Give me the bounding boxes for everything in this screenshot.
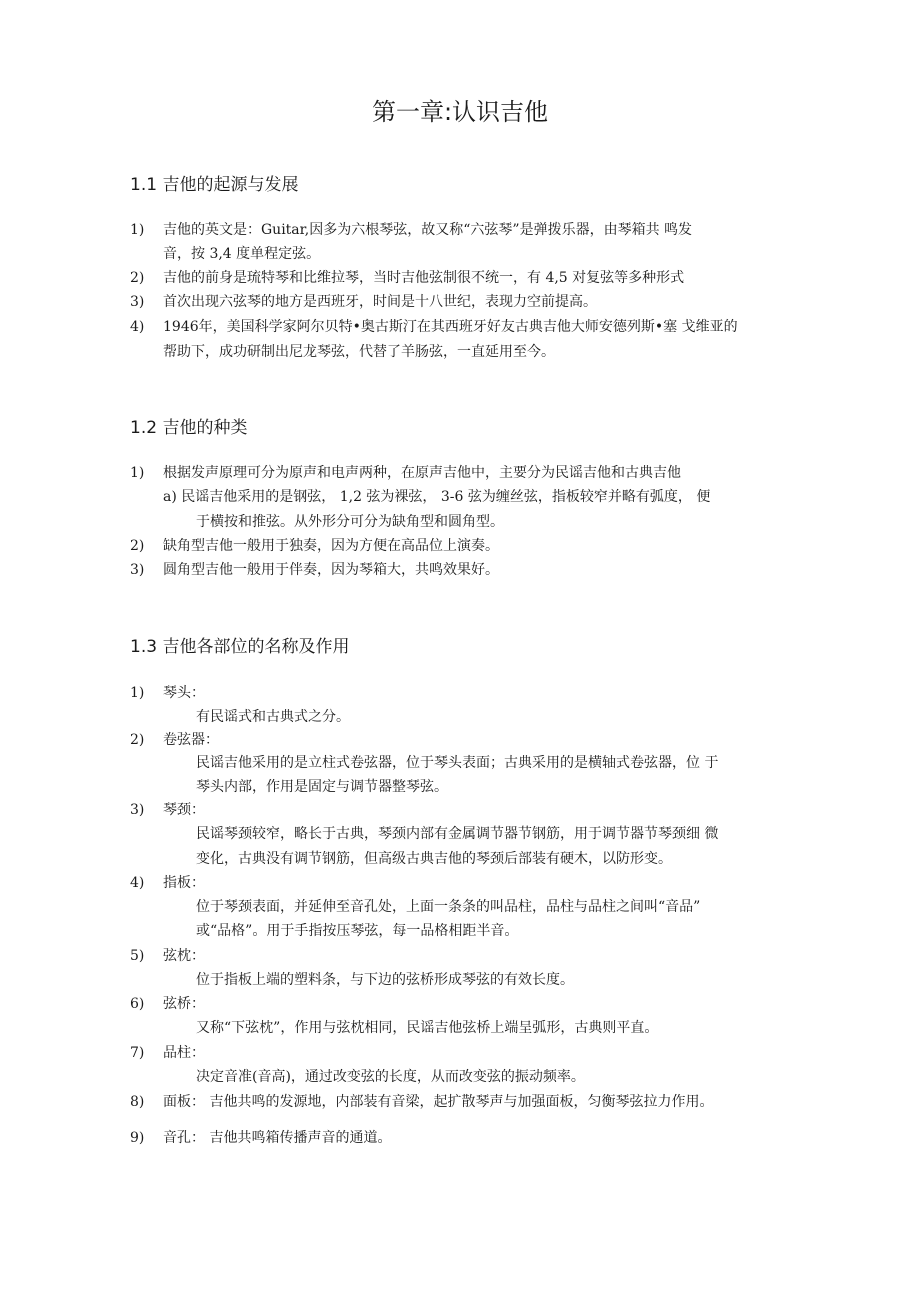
list-number: 3) — [130, 562, 145, 578]
list-number: 1) — [130, 222, 145, 238]
list-number: 5) — [130, 948, 145, 964]
list-item-text: 音，按 3,4 度单程定弦。 — [163, 246, 321, 262]
list-number: 7) — [130, 1045, 145, 1061]
part-description: 或“品格”。用于手指按压琴弦，每一品格相距半音。 — [196, 923, 519, 939]
part-description: 琴头内部，作用是固定与调节器整琴弦。 — [196, 779, 448, 795]
list-number: 1) — [130, 465, 145, 481]
list-number: 3) — [130, 294, 145, 310]
list-item-text: 1946年，美国科学家阿尔贝特•奥古斯汀在其西班牙好友古典吉他大师安德列斯•塞 戈维亚的 — [163, 319, 738, 335]
part-label: 面板： 吉他共鸣的发源地，内部装有音梁，起扩散琴声与加强面板，匀衡琴弦拉力作用。 — [163, 1094, 714, 1110]
part-description: 民谣吉他采用的是立柱式卷弦器，位于琴头表面；古典采用的是横轴式卷弦器，位 于 — [196, 755, 719, 771]
list-item-text: 缺角型吉他一般用于独奏，因为方便在高品位上演奏。 — [163, 538, 499, 554]
list-item-text: 吉他的前身是琉特琴和比维拉琴，当时吉他弦制很不统一，有 4,5 对复弦等多种形式 — [163, 270, 685, 286]
list-item-text: 首次出现六弦琴的地方是西班牙，时间是十八世纪，表现力空前提高。 — [163, 294, 597, 310]
part-description: 决定音准(音高)，通过改变弦的长度，从而改变弦的振动频率。 — [196, 1069, 585, 1085]
list-number: 8) — [130, 1094, 145, 1110]
part-description: 位于指板上端的塑料条，与下边的弦桥形成琴弦的有效长度。 — [196, 972, 574, 988]
part-label: 琴头： — [163, 685, 205, 701]
list-item-text: 圆角型吉他一般用于伴奏，因为琴箱大，共鸣效果好。 — [163, 562, 499, 578]
list-number: 1) — [130, 685, 145, 701]
part-label: 指板： — [163, 875, 205, 891]
part-label: 琴颈： — [163, 802, 205, 818]
part-label: 品柱： — [163, 1045, 205, 1061]
list-number: 6) — [130, 996, 145, 1012]
list-number: 2) — [130, 270, 145, 286]
part-description: 有民谣式和古典式之分。 — [196, 709, 350, 725]
section-heading: 1.3 吉他各部位的名称及作用 — [130, 637, 350, 657]
part-description: 民谣琴颈较窄，略长于古典，琴颈内部有金属调节器节钢筋，用于调节器节琴颈细 微 — [196, 826, 719, 842]
part-label: 卷弦器： — [163, 732, 219, 748]
list-number: 4) — [130, 875, 145, 891]
part-label: 音孔： 吉他共鸣箱传播声音的通道。 — [163, 1130, 392, 1146]
part-label: 弦桥： — [163, 996, 205, 1012]
list-number: 2) — [130, 538, 145, 554]
chapter-title: 第一章:认识吉他 — [371, 98, 549, 126]
list-item-text: 根据发声原理可分为原声和电声两种，在原声吉他中，主要分为民谣吉他和古典吉他 — [163, 465, 681, 481]
part-label: 弦枕： — [163, 948, 205, 964]
list-item-text: 于横按和推弦。从外形分可分为缺角型和圆角型。 — [196, 514, 504, 530]
list-item-text: 帮助下，成功研制出尼龙琴弦，代替了羊肠弦，一直延用至今。 — [163, 344, 555, 360]
list-number: 4) — [130, 319, 145, 335]
part-description: 位于琴颈表面，并延伸至音孔处，上面一条条的叫品柱，品柱与品柱之间叫“音品” — [196, 899, 701, 915]
part-description: 变化，古典没有调节钢筋，但高级古典吉他的琴颈后部装有硬木，以防形变。 — [196, 851, 672, 867]
list-item-text: 吉他的英文是：Guitar,因多为六根琴弦，故又称“六弦琴”是弹拨乐器，由琴箱共 鸣发 — [163, 222, 693, 238]
list-number: 3) — [130, 802, 145, 818]
list-number: 2) — [130, 732, 145, 748]
list-number: 9) — [130, 1130, 145, 1146]
part-description: 又称“下弦枕”，作用与弦枕相同，民谣吉他弦桥上端呈弧形，古典则平直。 — [196, 1020, 659, 1036]
section-heading: 1.2 吉他的种类 — [130, 418, 248, 438]
list-item-text: a) 民谣吉他采用的是钢弦， 1,2 弦为裸弦， 3-6 弦为缠丝弦，指板较窄并略有弧度， 便 — [163, 489, 711, 505]
section-heading: 1.1 吉他的起源与发展 — [130, 175, 299, 195]
